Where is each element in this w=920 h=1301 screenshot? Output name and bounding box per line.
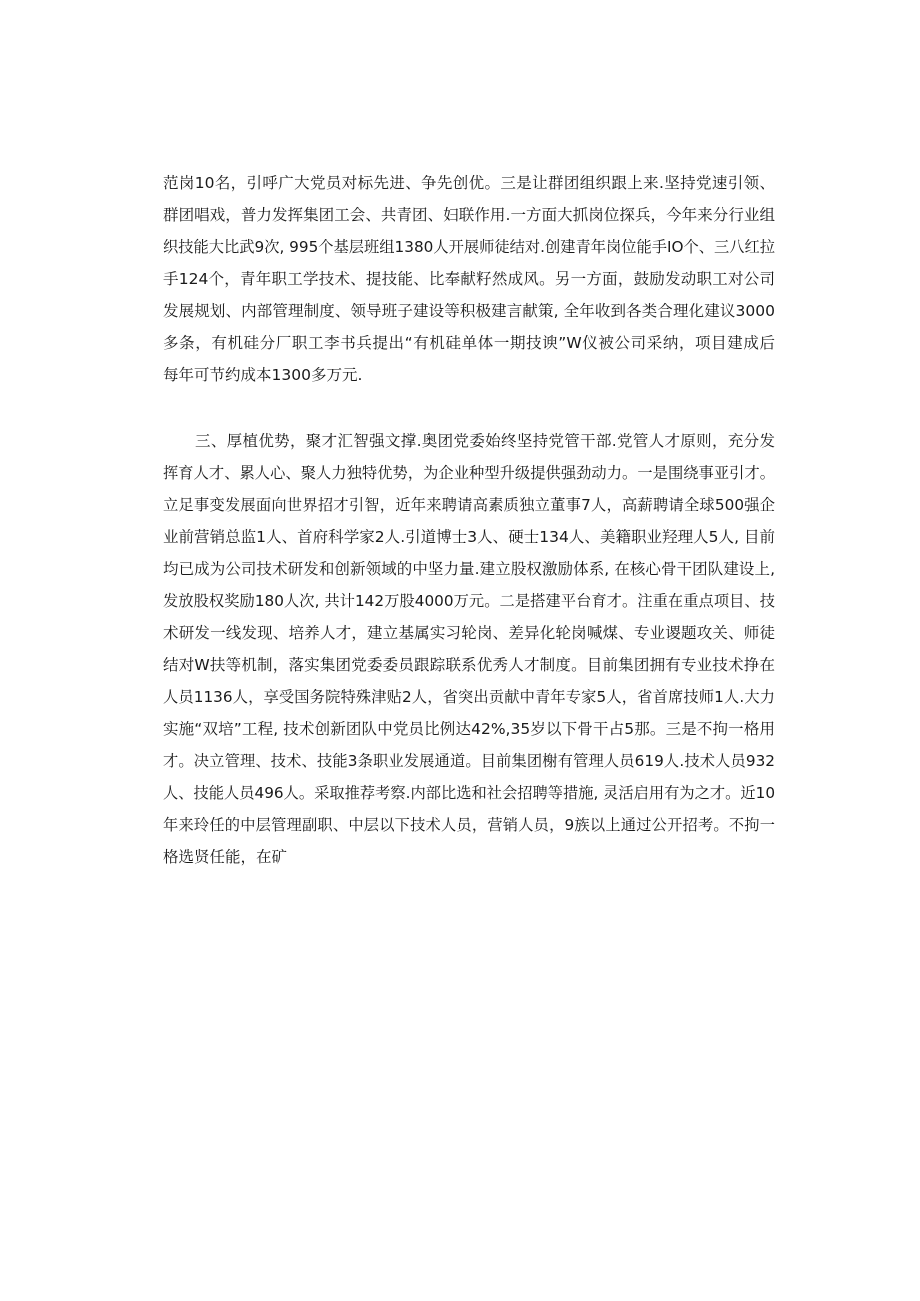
paragraph-1 [163, 167, 775, 391]
paragraph-1-line: 群团唱戏，普力发挥集团工会、共青团、妇联作用.一方面大抓岗位探兵，今年来分行业组 [163, 206, 775, 224]
paragraph-2-line: 人员1136人，享受国务院特殊津贴2人，省突出贡献中青年专家5人，省首席技师1人.大力 [163, 688, 775, 706]
paragraph-2-line: 年来玲任的中层管理副职、中层以下技术人员，营销人员，9族以上通过公开招考。不拘一 [163, 816, 775, 834]
paragraph-1-line: 织技能大比武9次, 995个基层班组1380人开展师徒结对.创建青年岗位能手IO个、三八红拉 [163, 238, 775, 256]
paragraph-2-line: 业前营销总监1人、首府科学家2人.引道博士3人、硬士134人、美籍职业羟理人5人, 目前 [163, 528, 775, 546]
paragraph-2-line: 结对W扶等机制，落实集团党委委员跟踪联系优秀人才制度。目前集团拥有专业技术挣在 [163, 656, 775, 674]
paragraph-2-line: 术研发一线发现、培养人才，建立基属实习轮岗、差异化轮岗喊煤、专业谡题攻关、师徒 [163, 624, 775, 642]
paragraph-1-line: 发展规划、内部管理制度、领导班子建设等积极建言献策, 全年收到各类合理化建议3000 [163, 302, 775, 320]
paragraph-2-line: 格选贤任能，在矿 [163, 848, 288, 866]
paragraph-2 [163, 425, 775, 873]
paragraph-2-line: 人、技能人员496人。采取推荐考察.内部比选和社会招聘等措施, 灵活启用有为之才。近10 [163, 784, 776, 802]
paragraph-2-line: 实施“双培”工程, 技术创新团队中党员比例达42%,35岁以下骨干占5那。三是不拘一格用 [163, 720, 775, 738]
paragraph-1-line: 多条，有机硅分厂职工李书兵提出“有机硅单体一期技谀”W仪被公司采纳，项目建成后 [163, 334, 775, 352]
paragraph-1-line: 范岗10名，引呼广大党员对标先进、争先创优。三是让群团组织跟上来.坚持党速引领、 [163, 174, 775, 192]
paragraph-2-line: 均已成为公司技术研发和创新领域的中坚力量.建立股权激励体系, 在核心骨干团队建设上, [163, 560, 775, 578]
paragraph-2-line: 三、厚植优势，聚才汇智强文撑.奥团党委始终坚持党管干部.党管人才原则，充分发 [195, 432, 775, 450]
paragraph-2-line: 发放股权奖励180人次, 共计142万股4000万元。二是搭建平台育才。注重在重点项目、技 [163, 592, 775, 610]
paragraph-2-line: 立足事变发展面向世界招才引智，近年来聘请高素质独立董事7人，高薪聘请全球500强企 [163, 496, 775, 514]
paragraph-1-line: 手124个，青年职工学技术、提技能、比奉献籽然成风。另一方面，鼓励发动职工对公司 [163, 270, 775, 288]
paragraph-1-line: 每年可节约成本1300多万元. [163, 366, 363, 384]
paragraph-2-line: 才。决立管理、技术、技能3条职业发展通道。目前集团榭有管理人员619人.技术人员932 [163, 752, 775, 770]
paragraph-2-line: 挥育人才、累人心、聚人力独特优势，为企业种型升级提供强劲动力。一是围绕事亚引才。 [163, 464, 775, 482]
